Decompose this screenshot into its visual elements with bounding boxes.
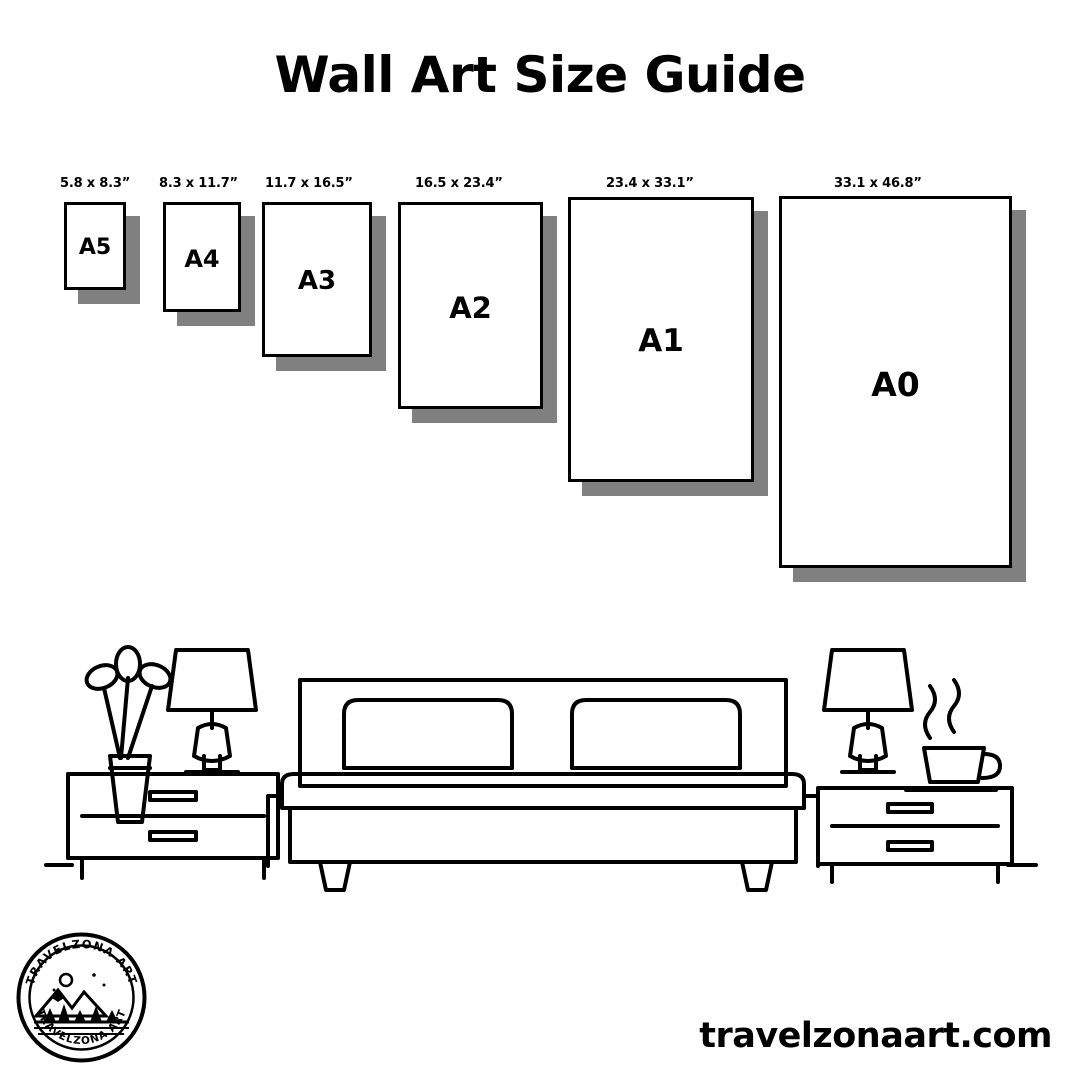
nightstand-right — [818, 788, 1012, 882]
frame-box-a4 — [163, 202, 241, 312]
frame-size-label: A0 — [871, 364, 920, 404]
logo-top-text: TRAVELZONA ART — [22, 936, 141, 987]
frame-box-a5 — [64, 202, 126, 290]
nightstand-left — [68, 774, 278, 878]
frame-box-a3 — [262, 202, 372, 357]
frame-size-label: A5 — [78, 235, 112, 261]
brand-logo — [14, 930, 149, 1065]
bed — [268, 680, 818, 890]
frame-dimension-label: 16.5 x 23.4” — [415, 176, 503, 191]
frame-box-a0 — [779, 196, 1012, 568]
table-lamp-left — [168, 650, 256, 772]
potted-plant — [83, 647, 174, 822]
frame-size-label: A3 — [297, 266, 337, 297]
bedroom-illustration — [0, 560, 1080, 920]
frame-dimension-label: 5.8 x 8.3” — [60, 176, 131, 191]
frame-dimension-label: 23.4 x 33.1” — [606, 176, 694, 191]
coffee-cup — [906, 680, 1000, 790]
frame-box-a1 — [568, 197, 754, 482]
frame-dimension-label: 11.7 x 16.5” — [265, 176, 353, 191]
frame-size-label: A1 — [638, 323, 684, 360]
frame-dimension-label: 33.1 x 46.8” — [834, 176, 922, 191]
frame-size-label: A2 — [449, 290, 492, 325]
frame-size-label: A4 — [184, 245, 220, 274]
page-title: Wall Art Size Guide — [274, 46, 806, 104]
frame-dimension-label: 8.3 x 11.7” — [159, 176, 238, 191]
frame-box-a2 — [398, 202, 543, 409]
logo-bottom-text: TRAVELZONA ART — [34, 1007, 129, 1048]
table-lamp-right — [824, 650, 912, 772]
website-url: travelzonaart.com — [699, 1016, 1052, 1056]
